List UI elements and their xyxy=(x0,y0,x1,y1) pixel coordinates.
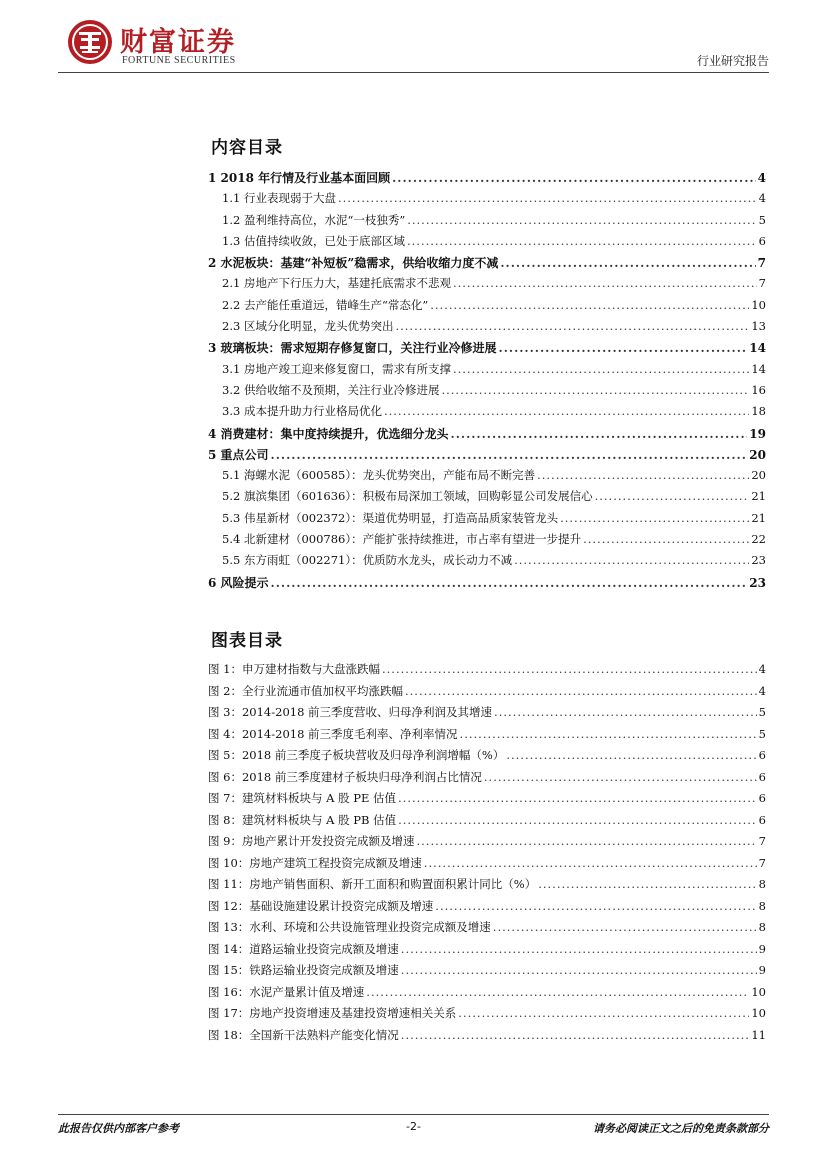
toc-entry[interactable] xyxy=(208,339,766,360)
toc-entry[interactable] xyxy=(208,254,766,275)
toc-entry[interactable] xyxy=(208,467,766,488)
toc-entry-label: 5 重点公司 xyxy=(208,447,269,462)
toc-entry[interactable] xyxy=(208,531,766,552)
figure-entry-page: 9 xyxy=(758,941,766,956)
figure-entry[interactable] xyxy=(208,726,766,748)
leader-dots xyxy=(392,171,756,185)
figure-entry[interactable] xyxy=(208,747,766,769)
toc-entry[interactable] xyxy=(208,318,766,339)
leader-dots xyxy=(401,1028,750,1042)
figure-entry[interactable] xyxy=(208,984,766,1006)
toc-entry-label: 5.2 旗滨集团（601636）：积极布局深加工领域，回购彰显公司发展信心 xyxy=(222,489,593,504)
fortune-securities-logo-icon xyxy=(66,18,114,66)
figure-entry[interactable] xyxy=(208,962,766,984)
toc-entry-label: 1.2 盈利维持高位，水泥“一枝独秀” xyxy=(222,212,406,227)
toc-entry-page: 4 xyxy=(757,171,766,185)
toc-entry-label: 5.1 海螺水泥（600585）：龙头优势突出，产能布局不断完善 xyxy=(222,468,536,483)
toc-entry[interactable] xyxy=(208,212,766,233)
leader-dots xyxy=(537,468,749,482)
leader-dots xyxy=(271,576,748,590)
figure-entry-label: 图 11：房地产销售面积、新开工面积和购置面积累计同比（%） xyxy=(208,877,537,891)
figure-entry[interactable] xyxy=(208,790,766,812)
figure-entry-page: 6 xyxy=(758,769,766,784)
leader-dots xyxy=(453,362,749,376)
toc-entry-page: 21 xyxy=(751,489,766,504)
figure-list xyxy=(208,661,766,1048)
toc-entry-page: 20 xyxy=(751,468,766,483)
footer-disclaimer-left: 此报告仅供内部客户参考 xyxy=(58,1122,179,1135)
toc-entry[interactable] xyxy=(208,169,766,190)
toc-entry-label: 5.3 伟星新材（002372）：渠道优势明显，打造高品质家装管龙头 xyxy=(222,510,559,525)
toc-entry[interactable] xyxy=(208,190,766,211)
figure-entry-page: 9 xyxy=(758,963,766,977)
toc-entry[interactable] xyxy=(208,510,766,531)
figure-entry-page: 10 xyxy=(751,984,766,999)
figure-entry-page: 8 xyxy=(758,898,766,913)
figure-entry[interactable] xyxy=(208,833,766,855)
toc-entry[interactable] xyxy=(208,403,766,424)
leader-dots xyxy=(493,920,757,934)
toc-entry-label: 1.3 估值持续收敛，已处于底部区域 xyxy=(222,233,405,248)
toc-entry[interactable] xyxy=(208,361,766,382)
figure-entry-page: 5 xyxy=(758,726,766,741)
leader-dots xyxy=(424,856,757,870)
toc-entry-label: 5.4 北新建材（000786）：产能扩张持续推进，市占率有望进一步提升 xyxy=(222,532,582,547)
figure-entry-label: 图 16：水泥产量累计值及增速 xyxy=(208,984,365,999)
leader-dots xyxy=(458,1006,749,1020)
toc-entry-page: 13 xyxy=(751,319,766,334)
figure-entry-label: 图 4：2014-2018 前三季度毛利率、净利率情况 xyxy=(208,726,458,741)
figure-entry-label: 图 7：建筑材料板块与 A 股 PE 估值 xyxy=(208,791,397,805)
toc-entry-page: 7 xyxy=(758,276,766,291)
figure-entry-page: 6 xyxy=(758,791,766,805)
figure-list-title: 图表目录 xyxy=(211,631,283,651)
toc-entry-page: 10 xyxy=(751,297,766,312)
toc-entry-page: 6 xyxy=(758,233,766,248)
figure-entry-label: 图 14：道路运输业投资完成额及增速 xyxy=(208,941,399,956)
figure-entry-page: 5 xyxy=(758,705,766,719)
figure-entry[interactable] xyxy=(208,898,766,920)
toc-entry[interactable] xyxy=(208,488,766,509)
figure-entry-label: 图 8：建筑材料板块与 A 股 PB 估值 xyxy=(208,812,397,827)
leader-dots xyxy=(538,877,756,891)
figure-entry-label: 图 5：2018 前三季度子板块营收及归母净利润增幅（%） xyxy=(208,748,505,762)
figure-entry-page: 8 xyxy=(758,877,766,891)
leader-dots xyxy=(453,276,757,290)
brand-name-cn: 财富证券 xyxy=(120,27,236,58)
toc-entry-page: 23 xyxy=(749,575,766,590)
toc-entry-label: 4 消费建材：集中度持续提升，优选细分龙头 xyxy=(208,426,449,441)
toc-entry[interactable] xyxy=(208,297,766,318)
toc-entry-label: 3.3 成本提升助力行业格局优化 xyxy=(222,404,382,419)
figure-entry-page: 10 xyxy=(751,1006,766,1020)
figure-entry-label: 图 15：铁路运输业投资完成额及增速 xyxy=(208,963,399,977)
toc-title: 内容目录 xyxy=(211,138,283,158)
leader-dots xyxy=(398,791,757,805)
leader-dots xyxy=(494,705,757,719)
toc-entry-page: 23 xyxy=(751,553,766,568)
toc-entry-page: 22 xyxy=(751,532,766,547)
figure-entry-page: 8 xyxy=(758,920,766,934)
leader-dots xyxy=(401,963,757,977)
figure-entry-page: 7 xyxy=(758,834,766,848)
page-header xyxy=(0,0,827,80)
toc-entry-page: 4 xyxy=(758,191,766,206)
figure-entry-page: 11 xyxy=(751,1027,766,1042)
figure-entry-label: 图 10：房地产建筑工程投资完成额及增速 xyxy=(208,855,422,870)
leader-dots xyxy=(499,341,748,355)
toc-entry-label: 6 风险提示 xyxy=(208,575,269,590)
leader-dots xyxy=(441,383,749,397)
leader-dots xyxy=(500,256,755,270)
figure-entry[interactable] xyxy=(208,919,766,941)
toc-entry-page: 18 xyxy=(751,404,766,419)
leader-dots xyxy=(271,448,748,462)
leader-dots xyxy=(435,899,756,913)
footer-divider xyxy=(58,1114,769,1115)
figure-entry-page: 4 xyxy=(758,683,766,698)
leader-dots xyxy=(416,834,756,848)
leader-dots xyxy=(514,553,749,567)
leader-dots xyxy=(401,942,757,956)
toc-entry[interactable] xyxy=(208,425,766,446)
figure-entry-label: 图 3：2014-2018 前三季度营收、归母净利润及其增速 xyxy=(208,705,493,719)
leader-dots xyxy=(395,319,749,333)
figure-entry-page: 6 xyxy=(758,812,766,827)
toc-entry-page: 14 xyxy=(749,341,766,356)
figure-entry[interactable] xyxy=(208,812,766,834)
toc-entry[interactable] xyxy=(208,233,766,254)
toc-entry-label: 3 玻璃板块：需求短期存修复窗口，关注行业冷修进展 xyxy=(208,341,497,356)
toc-entry-page: 7 xyxy=(757,256,766,271)
toc-entry-page: 19 xyxy=(749,426,766,441)
toc-entry-page: 16 xyxy=(751,382,766,397)
figure-entry[interactable] xyxy=(208,855,766,877)
brand-name-en: FORTUNE SECURITIES xyxy=(122,55,236,66)
leader-dots xyxy=(583,532,749,546)
leader-dots xyxy=(398,813,757,827)
toc-entry-label: 2.2 去产能任重道远，错峰生产“常态化” xyxy=(222,297,429,312)
leader-dots xyxy=(506,748,756,762)
figure-entry[interactable] xyxy=(208,769,766,791)
toc-entry-page: 21 xyxy=(751,510,766,525)
leader-dots xyxy=(595,489,750,503)
leader-dots xyxy=(451,427,748,441)
leader-dots xyxy=(407,234,757,248)
toc-entry-label: 1 2018 年行情及行业基本面回顾 xyxy=(208,171,391,185)
leader-dots xyxy=(560,511,749,525)
toc-entry[interactable] xyxy=(208,574,766,595)
footer-disclaimer-right: 请务必阅读正文之后的免责条款部分 xyxy=(593,1122,769,1135)
toc-entry[interactable] xyxy=(208,382,766,403)
figure-entry[interactable] xyxy=(208,941,766,963)
figure-entry-label: 图 2：全行业流通市值加权平均涨跌幅 xyxy=(208,683,403,698)
figure-entry[interactable] xyxy=(208,704,766,726)
toc-entry-label: 3.2 供给收缩不及预期，关注行业冷修进展 xyxy=(222,382,440,397)
figure-entry-label: 图 12：基础设施建设累计投资完成额及增速 xyxy=(208,898,434,913)
toc-entry-label: 2.3 区域分化明显，龙头优势突出 xyxy=(222,319,394,334)
toc-entry[interactable] xyxy=(208,552,766,573)
header-divider xyxy=(58,72,769,73)
toc-entry[interactable] xyxy=(208,446,766,467)
toc-entry-page: 14 xyxy=(751,361,766,376)
report-type: 行业研究报告 xyxy=(696,54,769,68)
toc-entry-page: 20 xyxy=(749,447,766,462)
figure-entry-label: 图 18：全国新干法熟料产能变化情况 xyxy=(208,1027,399,1042)
toc-entry-page: 5 xyxy=(758,212,766,227)
figure-entry-label: 图 17：房地产投资增速及基建投资增速相关关系 xyxy=(208,1006,457,1020)
figure-entry-label: 图 9：房地产累计开发投资完成额及增速 xyxy=(208,834,415,848)
leader-dots xyxy=(384,404,749,418)
leader-dots xyxy=(382,662,757,676)
figure-entry-page: 6 xyxy=(758,748,766,762)
figure-entry-label: 图 1：申万建材指数与大盘涨跌幅 xyxy=(208,662,380,676)
page-number: -2- xyxy=(406,1120,421,1133)
leader-dots xyxy=(366,985,749,999)
leader-dots xyxy=(484,770,757,784)
toc-entry-label: 5.5 东方雨虹（002271）：优质防水龙头，成长动力不减 xyxy=(222,553,513,568)
toc-entry[interactable] xyxy=(208,275,766,296)
figure-entry[interactable] xyxy=(208,1005,766,1027)
figure-entry[interactable] xyxy=(208,661,766,683)
leader-dots xyxy=(460,727,757,741)
leader-dots xyxy=(338,191,757,205)
figure-entry[interactable] xyxy=(208,683,766,705)
figure-entry-page: 4 xyxy=(758,662,766,676)
figure-entry[interactable] xyxy=(208,1027,766,1049)
leader-dots xyxy=(405,684,757,698)
leader-dots xyxy=(430,298,749,312)
figure-entry-page: 7 xyxy=(758,855,766,870)
toc-entry-label: 2.1 房地产下行压力大，基建托底需求不悲观 xyxy=(222,276,451,291)
figure-entry[interactable] xyxy=(208,876,766,898)
table-of-contents xyxy=(208,169,766,595)
leader-dots xyxy=(407,213,756,227)
toc-entry-label: 2 水泥板块：基建“补短板”稳需求，供给收缩力度不减 xyxy=(208,256,499,271)
figure-entry-label: 图 13：水利、环境和公共设施管理业投资完成额及增速 xyxy=(208,920,491,934)
toc-entry-label: 1.1 行业表现弱于大盘 xyxy=(222,191,336,206)
figure-entry-label: 图 6：2018 前三季度建材子板块归母净利润占比情况 xyxy=(208,769,482,784)
toc-entry-label: 3.1 房地产竣工迎来修复窗口，需求有所支撑 xyxy=(222,361,451,376)
